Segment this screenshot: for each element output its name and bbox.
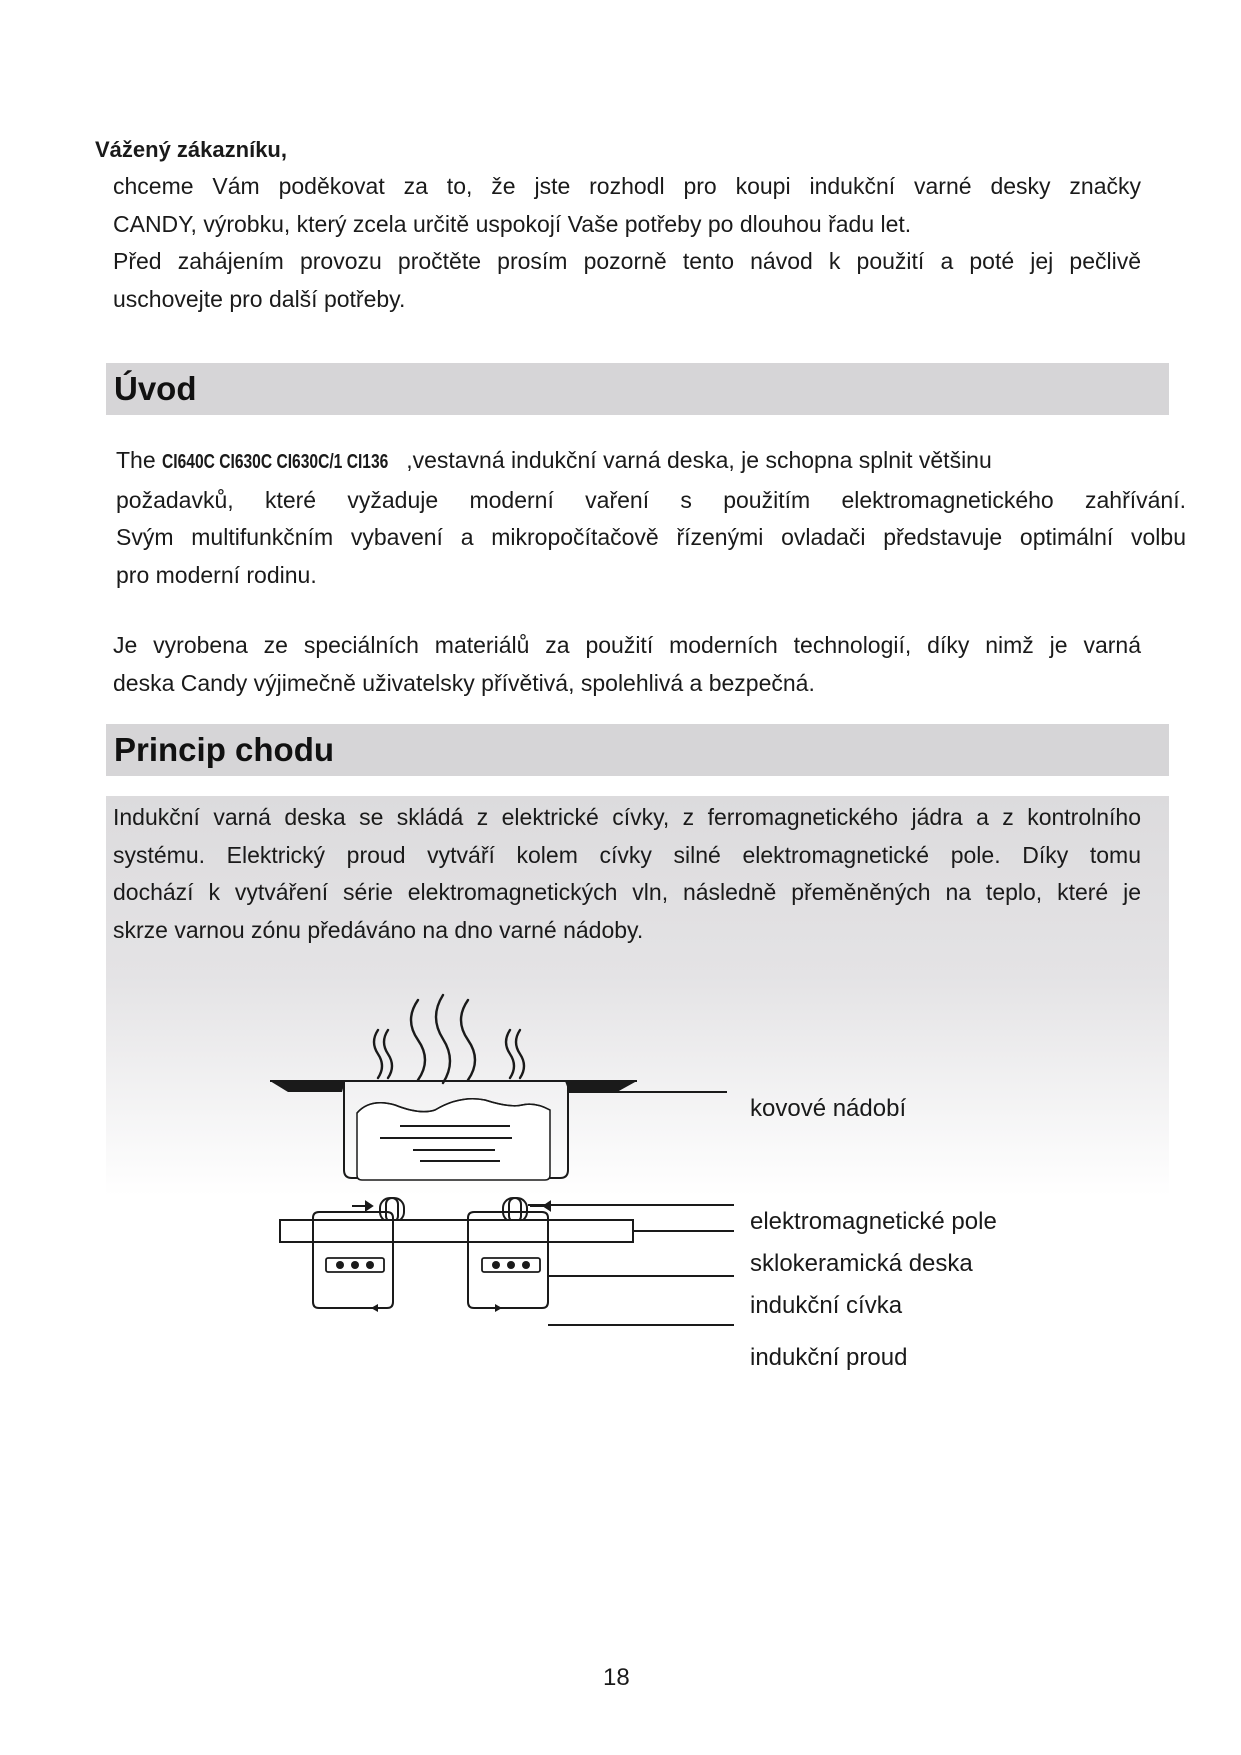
model-codes: CI640C CI630C CI630C/1 CI136 — [162, 451, 389, 473]
intro-line: Před zahájením provozu pročtěte prosím pozorně tento návod k použití a poté jej pečlivě — [113, 248, 1141, 274]
uvod-line: požadavků, které vyžaduje moderní vaření s použitím elektromagnetického zahřívání. — [116, 486, 1186, 513]
section-header-princip: Princip chodu — [106, 724, 1169, 776]
intro-line: CANDY, výrobku, který zcela určitě uspokojí Vaše potřeby po dlouhou řadu let. — [113, 210, 912, 237]
candy-line: Je vyrobena ze speciálních materiálů za použití moderních technologií, díky nimž je varná — [113, 632, 1141, 658]
princip-line: dochází k vytváření série elektromagnetických vln, následně přeměněných na teplo, které je — [113, 879, 1141, 905]
section-header-uvod: Úvod — [106, 363, 1169, 415]
princip-paragraph — [113, 799, 1141, 949]
uvod-paragraph — [116, 442, 1186, 594]
label-coil: indukční cívka — [750, 1292, 903, 1319]
page-number: 18 — [603, 1664, 630, 1691]
intro-line: uschovejte pro další potřeby. — [113, 285, 406, 312]
uvod-the: The — [116, 447, 163, 473]
field-icon — [352, 1198, 550, 1222]
greeting: Vážený zákazníku, — [95, 137, 287, 162]
candy-paragraph — [113, 627, 1141, 702]
candy-line: deska Candy výjimečně uživatelsky přívětivá, spolehlivá a bezpečná. — [113, 669, 815, 696]
cooktop-frame — [270, 1081, 637, 1092]
pot-icon — [344, 1081, 568, 1180]
intro-paragraph — [113, 168, 1141, 318]
label-glass: sklokeramická deska — [750, 1250, 973, 1277]
uvod-line: Svým multifunkčním vybavení a mikropočítačově řízenými ovladači představuje optimální volbu — [116, 524, 1186, 550]
label-pot: kovové nádobí — [750, 1095, 907, 1122]
label-field: elektromagnetické pole — [750, 1208, 997, 1235]
princip-line: Indukční varná deska se skládá z elektrické cívky, z ferromagnetického jádra a z kontrolního — [113, 804, 1141, 830]
uvod-line — [116, 442, 1116, 482]
steam-icon — [374, 995, 524, 1083]
uvod-line: pro moderní rodinu. — [116, 561, 317, 588]
leader-lines — [528, 1092, 734, 1325]
glass-plate — [280, 1220, 633, 1242]
label-current: indukční proud — [750, 1344, 908, 1371]
princip-line: systému. Elektrický proud vytváří kolem cívky silné elektromagnetické pole. Díky tomu — [113, 841, 1141, 868]
induction-diagram — [260, 980, 1060, 1400]
intro-line: chceme Vám poděkovat za to, že jste rozhodl pro koupi indukční varné desky značky — [113, 173, 1141, 199]
princip-line: skrze varnou zónu předáváno na dno varné nádoby. — [113, 916, 644, 943]
uvod-line1-rest: ,vestavná indukční varná deska, je schopna splnit většinu — [406, 447, 992, 473]
